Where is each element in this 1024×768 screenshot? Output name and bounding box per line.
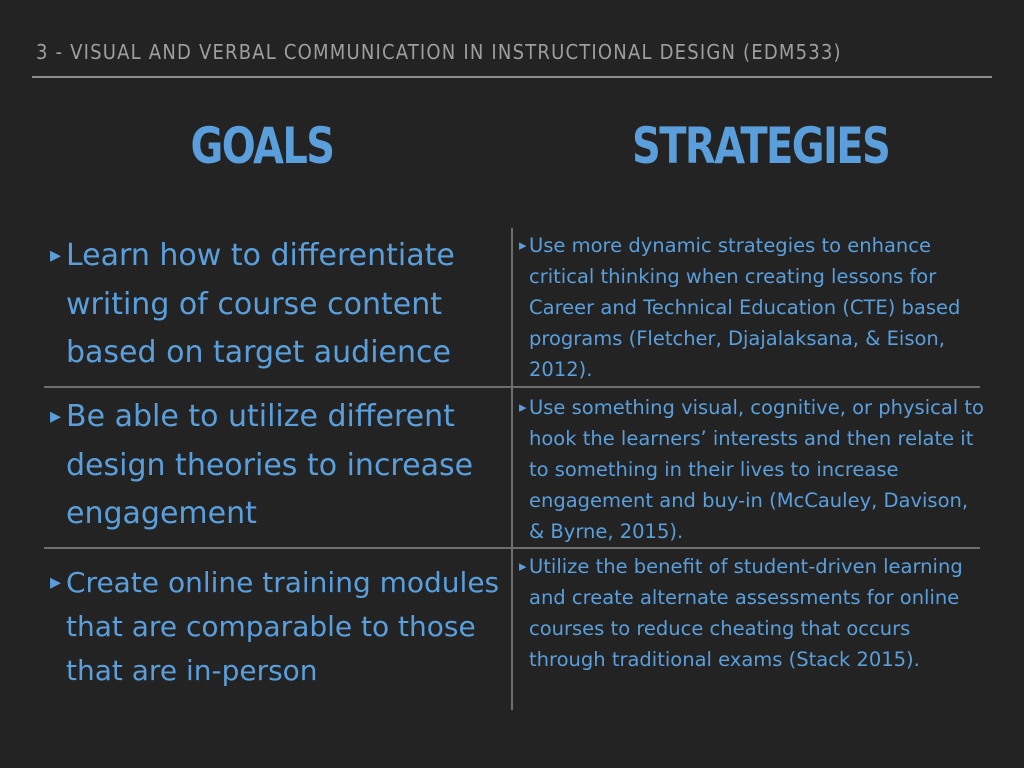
strategy-text: Utilize the benefit of student-driven learning and create alternate assessments for online courses to reduce cheating that occurs through traditional exams (Stack 2015). <box>529 555 963 671</box>
strategy-text: Use more dynamic strategies to enhance critical thinking when creating lessons for Career and Technical Education (CTE) based programs (Fletcher, Djajalaksana, & Eison, 2012). <box>529 234 961 381</box>
row-divider <box>44 547 980 549</box>
row-divider <box>44 386 980 388</box>
strategy-item <box>519 230 984 385</box>
goal-item <box>50 393 505 539</box>
goal-text: Learn how to differentiate writing of course content based on target audience <box>66 238 455 370</box>
right-triangle-icon: ▸ <box>519 236 527 254</box>
goal-item <box>50 561 505 693</box>
right-triangle-icon: ▸ <box>50 570 62 595</box>
column-divider <box>511 228 513 710</box>
strategy-item <box>519 551 984 675</box>
right-triangle-icon: ▸ <box>50 243 62 268</box>
goals-heading: GOALS <box>190 117 334 175</box>
strategy-item <box>519 392 984 547</box>
slide-header: 3 - VISUAL AND VERBAL COMMUNICATION IN INSTRUCTIONAL DESIGN (EDM533) <box>36 40 842 64</box>
goal-text: Create online training modules that are comparable to those that are in-person <box>66 566 500 687</box>
right-triangle-icon: ▸ <box>50 404 62 429</box>
right-triangle-icon: ▸ <box>519 398 527 416</box>
header-divider <box>32 76 992 78</box>
strategies-heading: STRATEGIES <box>632 117 890 175</box>
goal-text: Be able to utilize different design theories to increase engagement <box>66 399 474 531</box>
right-triangle-icon: ▸ <box>519 557 527 575</box>
strategy-text: Use something visual, cognitive, or physical to hook the learners’ interests and then relate it to something in their lives to increase engagement and buy-in (McCauley, Davison, & Byrne, 2015). <box>529 396 984 543</box>
goal-item <box>50 232 505 378</box>
